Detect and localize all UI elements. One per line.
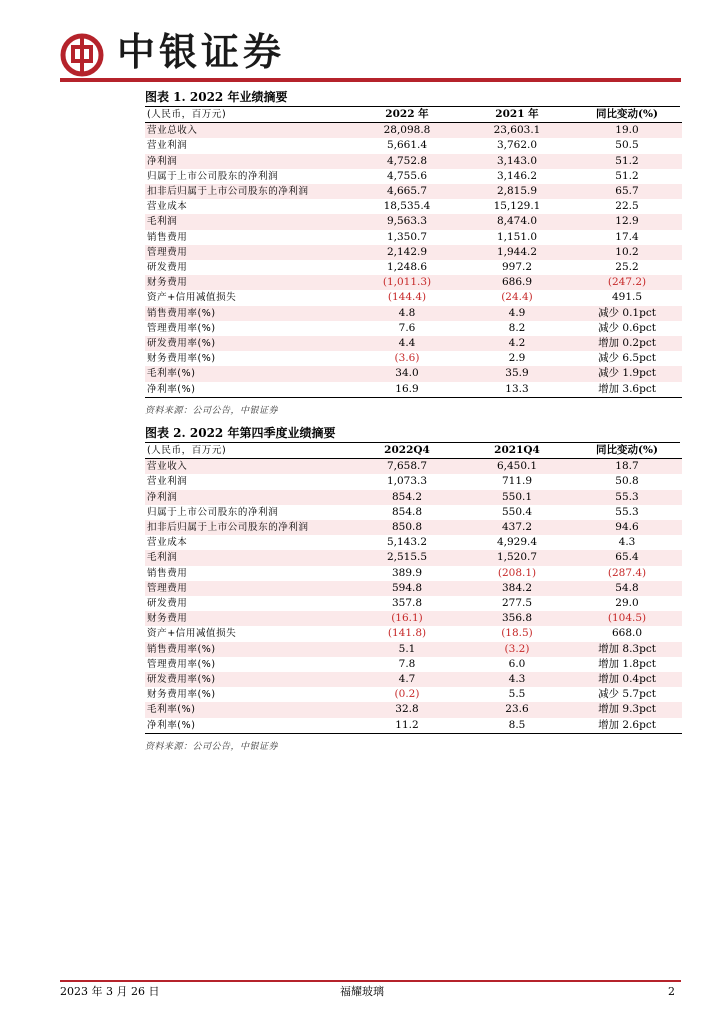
cell-value: 1,944.2 [462,245,572,260]
row-label: 营业成本 [147,201,188,213]
table-row [145,490,682,505]
row-label: 研发费用 [147,262,188,274]
row-label: 营业总收入 [145,123,352,139]
table-row [145,199,682,214]
bank-of-china-logo-icon [60,33,104,77]
cell-value: (144.4) [387,291,427,304]
cell-change: 54.8 [572,581,682,596]
cell-change: 减少 5.7pct [598,688,656,701]
cell-change: 增加 0.2pct [572,336,682,351]
table-row [145,306,682,321]
cell-value: 277.5 [501,597,533,610]
cell-value: 34.0 [352,366,462,381]
cell-value: 357.8 [391,597,423,610]
cell-value: 5,143.2 [386,536,428,549]
row-label: 研发费用率(%) [145,672,352,687]
cell-value: 23.6 [462,702,572,717]
footer-date: 2023 年 3 月 26 日 [60,985,160,998]
cell-change: 减少 6.5pct [598,352,656,365]
cell-value: 35.9 [462,366,572,381]
source-note: 资料来源：公司公告，中银证券 [145,405,279,416]
cell-change: 51.2 [615,169,639,182]
cell-value: 854.8 [391,505,423,518]
cell-value: (1,011.3) [352,275,462,290]
footer-divider [60,980,681,982]
cell-value: 8.5 [462,718,572,734]
cell-value: 437.2 [462,520,572,535]
table-row [145,672,682,687]
data-table [145,107,682,398]
cell-value: 997.2 [501,261,533,274]
table-row [145,505,682,520]
cell-value: 7.6 [398,321,416,334]
table-row [145,290,682,305]
column-header: 同比变动(%) [572,443,682,459]
cell-value: 686.9 [462,275,572,290]
cell-value: 6,450.1 [462,459,572,475]
cell-value: (3.6) [394,352,420,365]
cell-value: 4.2 [462,336,572,351]
cell-value: 9,563.3 [352,214,462,229]
cell-value: (18.5) [501,627,533,640]
table-row [145,520,682,535]
cell-change: 减少 0.1pct [572,306,682,321]
row-label: 销售费用率(%) [145,642,352,657]
table-caption: 图表 2. 2022 年第四季度业绩摘要 [145,424,680,443]
cell-value: 4.3 [462,672,572,687]
cell-value: 384.2 [462,581,572,596]
column-header: 2022 年 [352,107,462,123]
table-row [145,474,682,489]
cell-value: 1,520.7 [462,550,572,565]
row-label: 营业成本 [147,537,188,549]
cell-value: 5,661.4 [386,139,428,152]
cell-value: 3,146.2 [496,169,538,182]
table-row [145,459,682,475]
column-header: 同比变动(%) [572,107,682,123]
row-label: 管理费用 [145,581,352,596]
row-label: 营业利润 [147,140,188,152]
cell-value: 550.4 [501,505,533,518]
table-row [145,718,682,734]
table-row [145,154,682,169]
cell-value: (3.2) [462,642,572,657]
table-row [145,123,682,139]
cell-value: 7,658.7 [352,459,462,475]
cell-value: 1,248.6 [386,261,428,274]
cell-change: 29.0 [615,597,639,610]
cell-value: 7.8 [398,657,416,670]
cell-value: 854.2 [352,490,462,505]
row-label: 净利润 [145,490,352,505]
table-row [145,566,682,581]
table-row [145,596,682,611]
cell-change: 19.0 [572,123,682,139]
row-label: 管理费用率(%) [147,322,216,334]
row-label: 归属于上市公司股东的净利润 [147,506,279,518]
table-row [145,230,682,245]
source-note: 资料来源：公司公告，中银证券 [145,741,279,752]
table-row [145,611,682,626]
table-row [145,657,682,672]
row-label: 管理费用 [145,245,352,260]
row-label: 净利率(%) [145,718,352,734]
row-label: 扣非后归属于上市公司股东的净利润 [145,184,352,199]
row-label: 净利润 [145,154,352,169]
brand-name: 中银证券 [117,29,286,74]
cell-value: 6.0 [508,657,526,670]
table-row [145,382,682,398]
row-label: 资产+信用减值损失 [147,292,237,304]
cell-change: 65.4 [572,550,682,565]
cell-value: 389.9 [391,566,423,579]
cell-change: 668.0 [611,627,643,640]
table-row [145,535,682,550]
row-label: 销售费用 [147,567,188,579]
cell-value: 11.2 [352,718,462,734]
cell-value: 28,098.8 [352,123,462,139]
cell-value: 4,752.8 [352,154,462,169]
cell-value: 4.7 [352,672,462,687]
cell-value: 8,474.0 [462,214,572,229]
table-row [145,169,682,184]
cell-value: 4.8 [352,306,462,321]
cell-change: 55.3 [615,505,639,518]
cell-change: 增加 1.8pct [598,657,656,670]
row-label: 毛利率(%) [145,366,352,381]
column-header: 2021Q4 [462,443,572,459]
table-row [145,138,682,153]
cell-change: 18.7 [572,459,682,475]
table-row [145,626,682,641]
cell-value: 13.3 [462,382,572,398]
cell-value: 1,073.3 [386,475,428,488]
cell-value: 850.8 [352,520,462,535]
cell-value: 4,929.4 [496,536,538,549]
cell-value: 2,815.9 [462,184,572,199]
cell-change: (247.2) [572,275,682,290]
table-row [145,351,682,366]
table-annual-summary [145,88,680,416]
page-number: 2 [668,985,675,998]
table-header-row [145,443,682,459]
table-row [145,366,682,381]
cell-value: (141.8) [387,627,427,640]
column-header: (人民币，百万元) [145,107,352,123]
table-row [145,275,682,290]
table-body [145,123,682,398]
cell-value: 1,350.7 [386,230,428,243]
cell-value: 4.9 [462,306,572,321]
row-label: 财务费用 [145,611,352,626]
cell-change: 增加 2.6pct [572,718,682,734]
table-row [145,702,682,717]
row-label: 扣非后归属于上市公司股东的净利润 [145,520,352,535]
table-row [145,260,682,275]
table-header-row [145,107,682,123]
table-row [145,550,682,565]
cell-change: 22.5 [615,200,639,213]
row-label: 净利率(%) [145,382,352,398]
row-label: 研发费用 [147,598,188,610]
cell-value: 23,603.1 [462,123,572,139]
cell-value: 8.2 [508,321,526,334]
table-row [145,245,682,260]
table-row [145,581,682,596]
cell-change: 50.8 [615,475,639,488]
cell-change: 491.5 [611,291,643,304]
row-label: 资产+信用减值损失 [147,628,237,640]
row-label: 研发费用率(%) [145,336,352,351]
cell-change: (104.5) [572,611,682,626]
cell-change: (287.4) [607,566,647,579]
cell-value: 5.1 [352,642,462,657]
cell-value: 32.8 [352,702,462,717]
row-label: 营业收入 [145,459,352,475]
header-divider [60,78,681,82]
cell-value: 3,762.0 [496,139,538,152]
cell-value: (24.4) [501,291,533,304]
cell-change: 55.3 [572,490,682,505]
footer-title: 福耀玻璃 [340,985,384,998]
cell-change: 12.9 [572,214,682,229]
cell-value: 5.5 [508,688,526,701]
cell-value: 711.9 [501,475,533,488]
cell-value: 16.9 [352,382,462,398]
table-body [145,459,682,734]
row-label: 毛利润 [145,550,352,565]
table-row [145,336,682,351]
column-header: 2021 年 [462,107,572,123]
cell-change: 17.4 [615,230,639,243]
cell-change: 65.7 [572,184,682,199]
column-header: (人民币，百万元) [145,443,352,459]
cell-value: 3,143.0 [462,154,572,169]
cell-change: 94.6 [572,520,682,535]
cell-change: 减少 1.9pct [572,366,682,381]
cell-change: 增加 8.3pct [572,642,682,657]
table-q4-summary [145,424,680,752]
row-label: 销售费用率(%) [145,306,352,321]
cell-value: 4,755.6 [386,169,428,182]
table-row [145,321,682,336]
cell-change: 减少 0.6pct [598,321,656,334]
cell-change: 增加 0.4pct [572,672,682,687]
table-caption: 图表 1. 2022 年业绩摘要 [145,88,680,107]
cell-change: 4.3 [618,536,636,549]
page-header [0,0,724,84]
cell-change: 增加 3.6pct [572,382,682,398]
row-label: 毛利率(%) [145,702,352,717]
cell-value: 356.8 [462,611,572,626]
data-table [145,443,682,734]
row-label: 财务费用 [145,275,352,290]
cell-change: 25.2 [615,261,639,274]
row-label: 财务费用率(%) [147,689,216,701]
cell-value: 4,665.7 [352,184,462,199]
cell-change: 51.2 [572,154,682,169]
cell-value: (208.1) [497,566,537,579]
cell-value: 594.8 [352,581,462,596]
table-row [145,642,682,657]
cell-value: 4.4 [352,336,462,351]
column-header: 2022Q4 [352,443,462,459]
row-label: 财务费用率(%) [147,353,216,365]
table-row [145,184,682,199]
cell-value: 2,142.9 [352,245,462,260]
cell-change: 50.5 [615,139,639,152]
cell-value: (16.1) [352,611,462,626]
table-row [145,687,682,702]
row-label: 营业利润 [147,476,188,488]
cell-value: (0.2) [394,688,420,701]
row-label: 管理费用率(%) [147,658,216,670]
cell-value: 2.9 [508,352,526,365]
cell-change: 增加 9.3pct [572,702,682,717]
cell-value: 18,535.4 [383,200,431,213]
row-label: 销售费用 [147,231,188,243]
row-label: 毛利润 [145,214,352,229]
cell-value: 2,515.5 [352,550,462,565]
cell-value: 1,151.0 [496,230,538,243]
cell-value: 550.1 [462,490,572,505]
cell-value: 15,129.1 [493,200,541,213]
table-row [145,214,682,229]
row-label: 归属于上市公司股东的净利润 [147,170,279,182]
cell-change: 10.2 [572,245,682,260]
